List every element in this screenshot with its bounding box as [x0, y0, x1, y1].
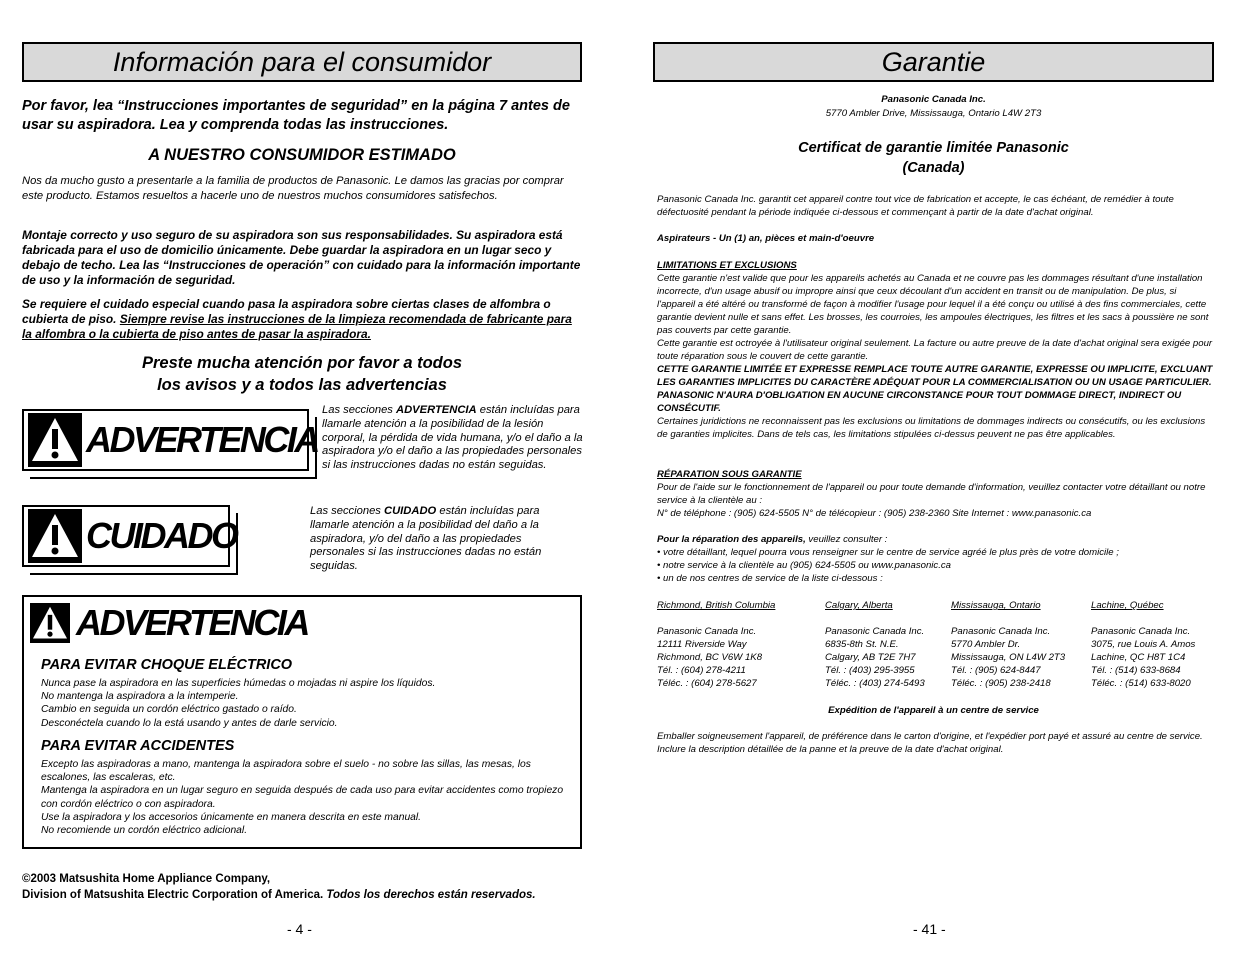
repair-bullet: • un de nos centres de service de la liste ci-dessous : [657, 573, 883, 584]
repair-consult [657, 533, 1214, 546]
accident-item: Use la aspiradora y los accesorios únicamente en manera descrita en este manual. [41, 811, 422, 823]
service-center-calgary [825, 599, 925, 690]
service-center-line: Téléc. : (403) 274-5493 [825, 678, 925, 689]
accident-item: Mantenga la aspiradora en un lugar seguro en seguida después de cada uso para evitar accidentes como tropiezo con cordón eléctrico o con aspiradora. [41, 785, 564, 810]
repair-bullet: • notre service à la clientèle au (905) 624-5505 ou www.panasonic.ca [657, 560, 952, 571]
consumer-title: A NUESTRO CONSUMIDOR ESTIMADO [148, 146, 456, 164]
shipping-text-1: Emballer soigneusement l'appareil, de préférence dans le carton d'origine, et l'expédier port payé et assuré au centre de service. [657, 731, 1203, 742]
service-center-city: Mississauga, Ontario [951, 600, 1041, 611]
caution-description [310, 505, 574, 574]
repair-consult-bold: Pour la réparation des appareils, [657, 534, 806, 545]
service-center-line: 12111 Riverside Way [657, 639, 747, 650]
right-page-number: - 41 - [913, 921, 946, 937]
accident-list [41, 758, 571, 837]
carpet-paragraph [22, 297, 582, 342]
caution-desc-keyword: CUIDADO [384, 505, 437, 517]
guarantee-text: Panasonic Canada Inc. garantit cet appareil contre tout vice de fabrication et accepte, le cas échéant, de remédier à toute défectuosité pendant la période indiquée ci-dessous et commençant à partir de la date d'achat original. [657, 194, 1174, 218]
intro-text: Por favor, lea “Instrucciones importantes de seguridad” en la página 7 antes de usar su aspiradora. Lea y comprenda todas las instrucciones. [22, 98, 570, 133]
box-warning-triangle-icon [30, 603, 70, 643]
caution-triangle-icon [28, 509, 82, 563]
copyright [22, 871, 542, 903]
welcome-paragraph: Nos da mucho gusto a presentarle a la familia de productos de Panasonic. Le damos las gracias por comprar este producto. Estamos resueltos a hacerle uno de nuestros muchos consumidores satisfechos. [22, 175, 564, 202]
company-name: Panasonic Canada Inc. [881, 94, 986, 105]
accident-title: PARA EVITAR ACCIDENTES [41, 738, 235, 754]
attention-line-2: los avisos y a todos las advertencias [157, 376, 447, 394]
attention-line-1: Preste mucha atención por favor a todos [142, 354, 462, 372]
service-center-line: Calgary, AB T2E 7H7 [825, 652, 916, 663]
limitations-text-5: Certaines juridictions ne reconnaissent pas les exclusions ou limitations de dommages indirects ou consécutifs, ou les exclusions de garanties implicites. Dans de tels cas, les limitations stipulées ci-dessus peuvent ne pas être applicables. [657, 416, 1206, 440]
service-center-line: Panasonic Canada Inc. [951, 626, 1051, 637]
service-center-city: Lachine, Québec [1091, 600, 1164, 611]
box-warning-word: ADVERTENCIA [76, 602, 308, 643]
warning-triangle-icon [28, 413, 82, 467]
warning-word: ADVERTENCIA [86, 419, 318, 460]
service-center-line: Richmond, BC V6W 1K8 [657, 652, 763, 663]
service-center-line: Panasonic Canada Inc. [657, 626, 757, 637]
shipping-section [657, 730, 1214, 756]
shock-title: PARA EVITAR CHOQUE ELÉCTRICO [41, 657, 293, 673]
service-center-city: Calgary, Alberta [825, 600, 893, 611]
company-address: 5770 Ambler Drive, Mississauga, Ontario L4W 2T3 [825, 108, 1042, 119]
repair-title: RÉPARATION SOUS GARANTIE [657, 469, 802, 480]
warning-desc-keyword: ADVERTENCIA [396, 404, 477, 416]
service-center-line: Tél. : (604) 278-4211 [657, 665, 746, 676]
shipping-title: Expédition de l'appareil à un centre de service [828, 705, 1039, 716]
copyright-rights: Todos los derechos están reservados. [326, 889, 536, 901]
service-center-line: Panasonic Canada Inc. [1091, 626, 1191, 637]
shipping-text-2: Inclure la description détaillée de la panne et la preuve de la date d'achat original. [657, 744, 1004, 755]
caution-word: CUIDADO [86, 515, 237, 556]
right-header-title: Garantie [881, 46, 986, 77]
service-center-line: Téléc. : (905) 238-2418 [951, 678, 1051, 689]
electric-warning-box [22, 595, 582, 849]
shock-item: No mantenga la aspiradora a la intemperie. [41, 691, 239, 703]
responsibility-paragraph: Montaje correcto y uso seguro de su aspiradora son sus responsabilidades. Su aspiradora está fabricada para el uso de domicilio únicamente. Debe guardar la aspiradora en un lugar seco y debajo de techo. Lea las “Instrucciones de operación” con cuidado para la información importante de uso y la información de seguridad. [22, 228, 581, 287]
repair-section [657, 468, 1214, 585]
warning-description [322, 404, 584, 473]
limitations-text-4: PANASONIC N'AURA D'OBLIGATION EN AUCUNE CIRCONSTANCE POUR TOUT DOMMAGE DIRECT, INDIRECT OU CONSÉCUTIF. [657, 390, 1182, 414]
attention-heading [22, 352, 582, 396]
service-center-line: Mississauga, ON L4W 2T3 [951, 652, 1066, 663]
service-center-city: Richmond, British Columbia [657, 600, 776, 611]
service-center-mississauga [951, 599, 1065, 690]
shock-list [41, 677, 571, 730]
shock-item: Nunca pase la aspiradora en las superficies húmedas o mojadas ni aspire los líquidos. [41, 678, 436, 689]
service-center-line: 3075, rue Louis A. Amos [1091, 639, 1196, 650]
warning-desc-text: Las secciones [322, 404, 397, 416]
accident-item: Excepto las aspiradoras a mano, mantenga la aspiradora sobre el suelo - no sobre las sillas, las mesas, los escalones, las escaleras, etc. [41, 759, 531, 784]
shock-item: Desconéctela cuando lo la está usando y antes de darle servicio. [41, 717, 338, 729]
caution-desc-rest: están incluídas para llamarle atención a la posibilidad del daño a la aspiradora, y/o del daño a las propiedades personales si las instrucciones dadas no están seguidas. [310, 505, 542, 573]
service-center-line: Lachine, QC H8T 1C4 [1091, 652, 1186, 663]
certificate-title-line-1: Certificat de garantie limitée Panasonic [798, 140, 1069, 156]
service-center-line: Tél. : (905) 624-8447 [951, 665, 1041, 676]
repair-bullet: • votre détaillant, lequel pourra vous renseigner sur le centre de service agréé le plus près de votre domicile ; [657, 547, 1119, 558]
accident-item: No recomiende un cordón eléctrico adicional. [41, 825, 248, 837]
carpet-text: Se requiere el cuidado especial cuando pasa la aspiradora sobre ciertas clases de alfombra o cubierta de piso. [22, 297, 551, 326]
vacuum-warranty-line: Aspirateurs - Un (1) an, pièces et main-d'oeuvre [657, 233, 875, 244]
box-warning-heading [30, 602, 308, 644]
left-header [22, 42, 582, 82]
service-center-line: Tél. : (403) 295-3955 [825, 665, 915, 676]
certificate-title [653, 138, 1214, 178]
service-center-line: Panasonic Canada Inc. [825, 626, 925, 637]
copyright-line-2 [22, 887, 542, 903]
repair-phone: N° de téléphone : (905) 624-5505 N° de télécopieur : (905) 238-2360 Site Internet : www.panasonic.ca [657, 508, 1092, 519]
copyright-line-1: ©2003 Matsushita Home Appliance Company, [22, 873, 271, 885]
left-page-number: - 4 - [287, 921, 312, 937]
caution-desc-text: Las secciones [310, 505, 385, 517]
shock-item: Cambio en seguida un cordón eléctrico gastado o raído. [41, 704, 297, 716]
limitations-text-3: CETTE GARANTIE LIMITÉE ET EXPRESSE REMPLACE TOUTE AUTRE GARANTIE, EXPRESSE OU IMPLICITE, EXCLUANT LES GARANTIES IMPLICITES DU CARACTÈRE ADÉQUAT POUR LA COMMERCIALISATION OU UN USAGE PARTICULIER. [657, 364, 1213, 388]
repair-consult-rest: veuillez consulter : [805, 534, 888, 545]
service-center-line: Téléc. : (604) 278-5627 [657, 678, 757, 689]
service-center-lachine [1091, 599, 1195, 690]
limitations-text-2: Cette garantie est octroyée à l'utilisateur original seulement. La facture ou autre preuve de la date d'achat original sera exigée pour toute réparation sous le couvert de cette garantie. [657, 338, 1213, 362]
service-center-richmond [657, 599, 775, 690]
left-page [22, 0, 582, 954]
limitations-text-1: Cette garantie n'est valide que pour les appareils achetés au Canada et ne couvre pas les dommages résultant d'une installation incorrecte, d'un usage abusif ou impropre ainsi que ceux découlant d'un accident en transit ou de manipulation. De plus, si l'appareil a été altéré ou transformé de façon à modifier l'usage pour lequel il a été conçu ou utilisé à des fins commerciales, cette garantie devient nulle et sans effet. Les brosses, les courroies, les ampoules électriques, les filtres et les sacs à poussière ne sont pas couverts par cette garantie. [657, 273, 1209, 336]
warning-desc-rest: están incluídas para llamarle atención a la posibilidad de la lesión corporal, la pérdida de vida humana, y/o el daño a la aspiradora y/o el daño a las propiedades personales si las instrucciones dadas no están seguidas. [322, 404, 583, 472]
right-page [653, 0, 1214, 954]
warning-label [22, 409, 318, 471]
left-header-title: Información para el consumidor [112, 46, 492, 77]
copyright-division: Division of Matsushita Electric Corporation of America. [22, 889, 327, 901]
repair-text: Pour de l'aide sur le fonctionnement de l'appareil ou pour toute demande d'information, veuillez contacter votre détaillant ou notre service à la clientèle au : [657, 482, 1206, 506]
limitations-title: LIMITATIONS ET EXCLUSIONS [657, 260, 797, 271]
certificate-title-line-2: (Canada) [902, 160, 965, 176]
right-header [653, 42, 1214, 82]
carpet-underlined-text: Siempre revise las instrucciones de la limpieza recomendada de fabricante para la alfombra o la cubierta de piso antes de pasar la aspiradora. [22, 312, 572, 341]
limitations-section [657, 259, 1214, 441]
service-center-line: 6835-8th St. N.E. [825, 639, 899, 650]
service-center-line: Téléc. : (514) 633-8020 [1091, 678, 1191, 689]
service-center-line: 5770 Ambler Dr. [951, 639, 1021, 650]
service-center-line: Tél. : (514) 633-8684 [1091, 665, 1181, 676]
caution-label [22, 505, 237, 567]
